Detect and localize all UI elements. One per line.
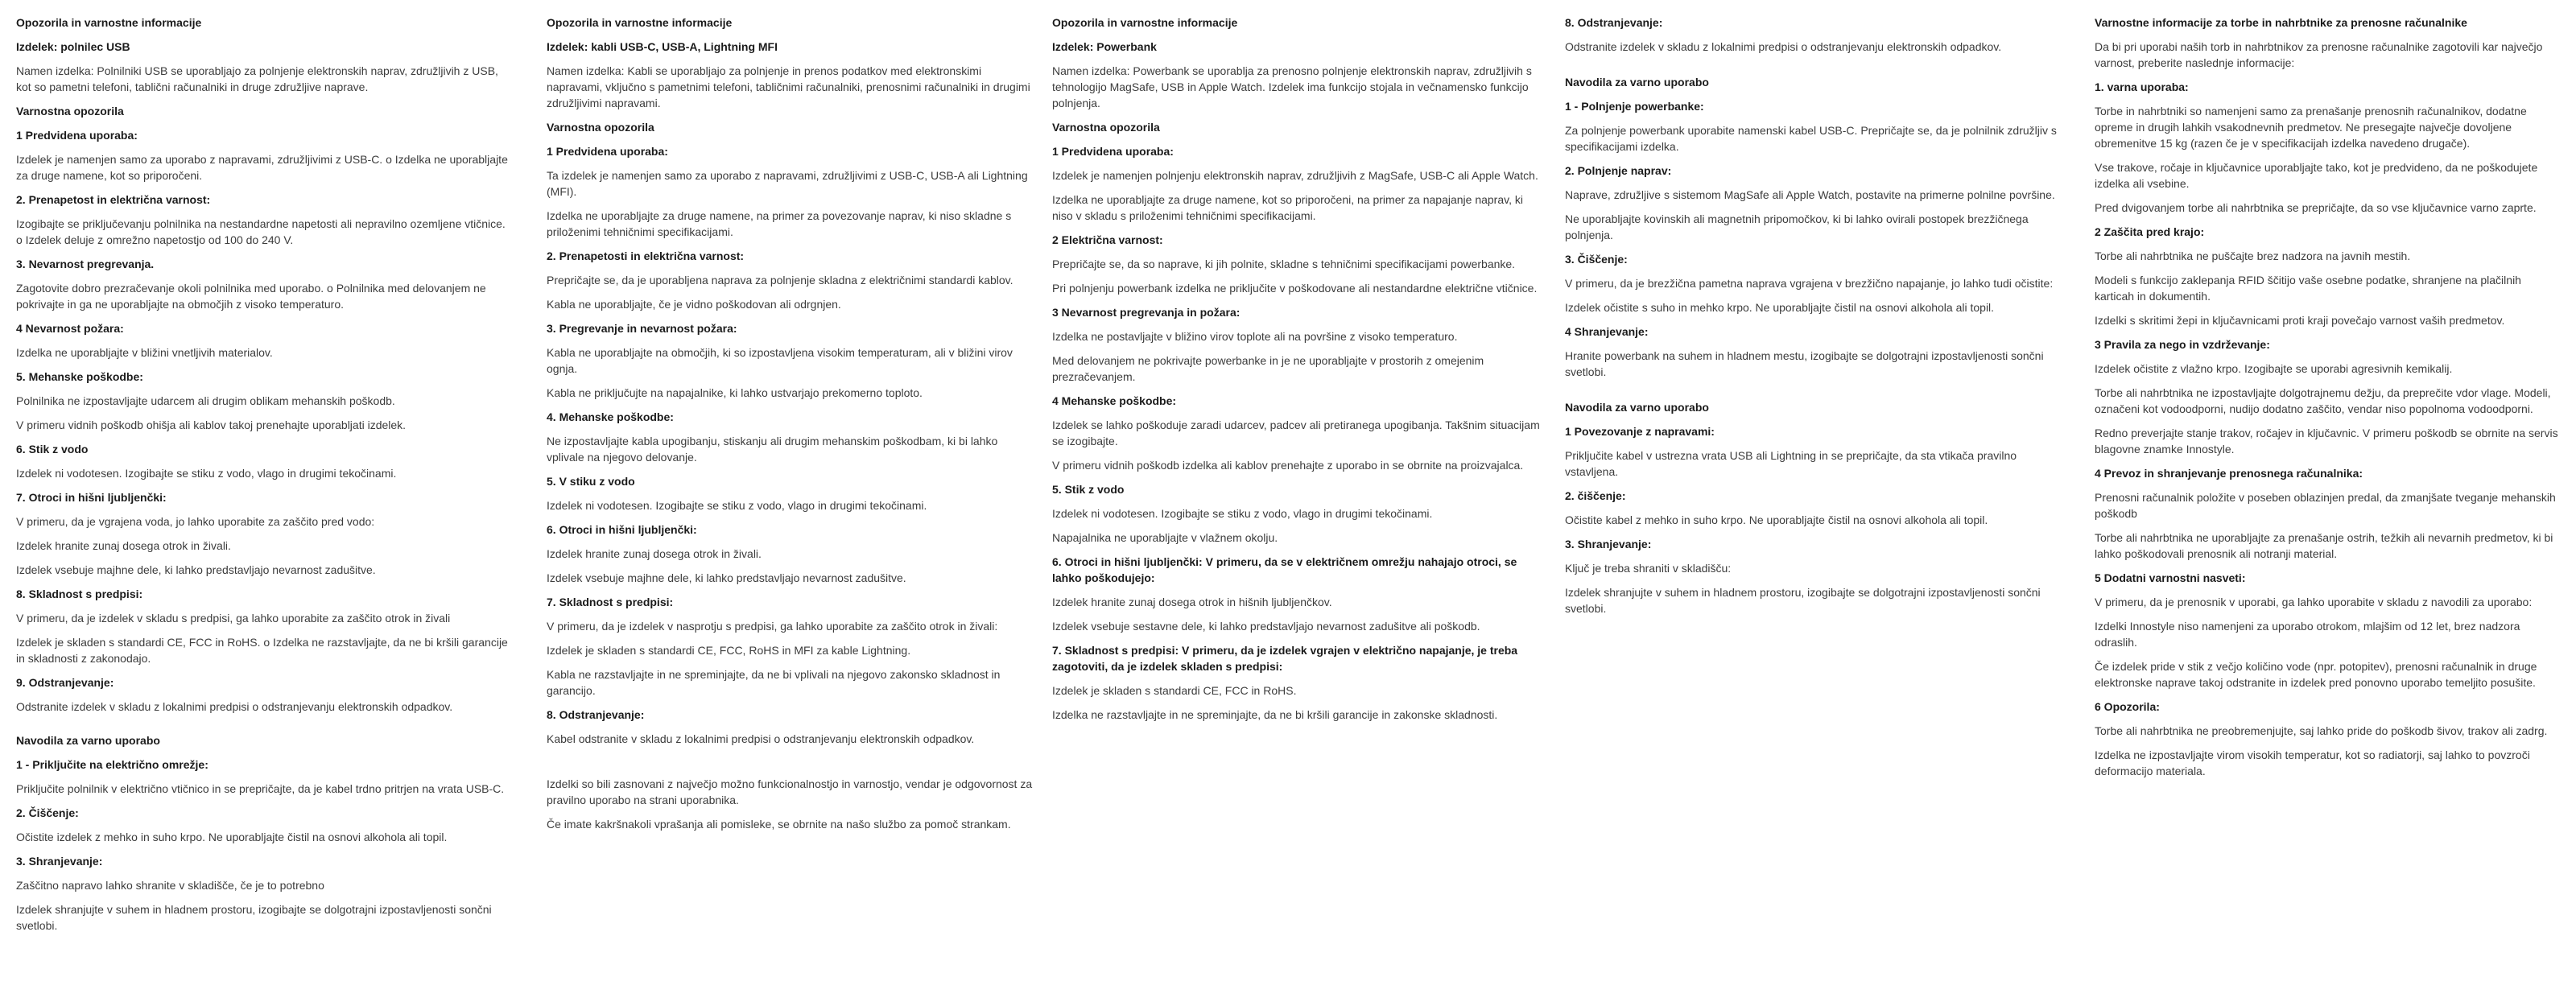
paragraph: Če imate kakršnakoli vprašanja ali pomisleke, se obrnite na našo službo za pomoč strankam. xyxy=(547,818,1011,831)
section-heading: 3 Nevarnost pregrevanja in požara: xyxy=(1052,306,1241,319)
section-heading: Varnostne informacije za torbe in nahrbtnike za prenosne računalnike xyxy=(2095,16,2467,29)
paragraph: Očistite izdelek z mehko in suho krpo. Ne uporabljajte čistil na osnovi alkohola ali topil. xyxy=(16,831,448,843)
section-heading: 1 Povezovanje z napravami: xyxy=(1565,425,1715,438)
section-heading: 2. Polnjenje naprav: xyxy=(1565,164,1672,177)
paragraph: Prepričajte se, da je uporabljena naprava za polnjenje skladna z električnimi standardi kablov. xyxy=(547,274,1013,287)
paragraph: Izdelek vsebuje majhne dele, ki lahko predstavljajo nevarnost zadušitve. xyxy=(16,563,376,576)
section-heading: Izdelek: kabli USB-C, USB-A, Lightning MFI xyxy=(547,40,778,53)
section-heading: Izdelek: Powerbank xyxy=(1052,40,1157,53)
section-heading: 4 Nevarnost požara: xyxy=(16,322,124,335)
section-heading: Navodila za varno uporabo xyxy=(16,734,160,747)
paragraph: Napajalnika ne uporabljajte v vlažnem okolju. xyxy=(1052,531,1278,544)
paragraph: Izdelek hranite zunaj dosega otrok in živali. xyxy=(16,539,231,552)
section-heading: Izdelek: polnilec USB xyxy=(16,40,130,53)
paragraph: Izdelek je namenjen polnjenju elektronskih naprav, združljivih z MagSafe, USB-C ali Apple Watch. xyxy=(1052,169,1538,182)
paragraph: Pred dvigovanjem torbe ali nahrbtnika se prepričajte, da so vse ključavnice varno zaprte. xyxy=(2095,201,2537,214)
section-heading: 2. Prenapetost in električna varnost: xyxy=(16,193,211,206)
paragraph: Kabla ne razstavljajte in ne spreminjajte, da ne bi vplivali na njegovo zakonsko skladnost in garancijo. xyxy=(547,668,1001,697)
section-heading: 3 Pravila za nego in vzdrževanje: xyxy=(2095,338,2270,351)
section-heading: 8. Odstranjevanje: xyxy=(547,708,645,721)
section-heading: Navodila za varno uporabo xyxy=(1565,76,1709,89)
paragraph: V primeru, da je izdelek v nasprotju s predpisi, ga lahko uporabite za zaščito otrok in živali: xyxy=(547,620,998,633)
column-usb-cables-safety xyxy=(547,14,1034,840)
section-heading: 7. Skladnost s predpisi: V primeru, da je izdelek vgrajen v električno napajanje, je treba zagotoviti, da je izdelek skladen s predpisi: xyxy=(1052,644,1518,673)
section-heading: 3. Shranjevanje: xyxy=(16,855,103,868)
paragraph: Kabel odstranite v skladu z lokalnimi predpisi o odstranjevanju elektronskih odpadkov. xyxy=(547,732,975,745)
paragraph: V primeru, da je prenosnik v uporabi, ga lahko uporabite v skladu z navodili za uporabo: xyxy=(2095,596,2533,608)
section-heading: 5. V stiku z vodo xyxy=(547,475,635,488)
column-laptop-bags-safety xyxy=(2095,14,2563,787)
section-gap xyxy=(547,755,1034,776)
paragraph: Izogibajte se priključevanju polnilnika na nestandardne napetosti ali nepravilno ozemljene vtičnice. o Izdelek deluje z omrežno napetostjo od 100 do 240 V. xyxy=(16,217,506,246)
paragraph: Izdelek shranjujte v suhem in hladnem prostoru, izogibajte se dolgotrajni izpostavljenosti sončni svetlobi. xyxy=(16,903,492,932)
paragraph: Med delovanjem ne pokrivajte powerbanke in je ne uporabljajte v prostorih z omejenim prezračevanjem. xyxy=(1052,354,1484,383)
paragraph: Modeli s funkcijo zaklepanja RFID ščitijo vaše osebne podatke, shranjene na plačilnih karticah in dokumentih. xyxy=(2095,274,2521,303)
paragraph: Izdelek ni vodotesen. Izogibajte se stiku z vodo, vlago in drugimi tekočinami. xyxy=(16,467,397,480)
paragraph: Prepričajte se, da so naprave, ki jih polnite, skladne s tehničnimi specifikacijami powerbanke. xyxy=(1052,258,1516,270)
paragraph: Izdelki s skritimi žepi in ključavnicami proti kraji povečajo varnost vaših predmetov. xyxy=(2095,314,2505,327)
paragraph: V primeru, da je vgrajena voda, jo lahko uporabite za zaščito pred vodo: xyxy=(16,515,375,528)
paragraph: Izdelek shranjujte v suhem in hladnem prostoru, izogibajte se dolgotrajni izpostavljenosti sončni svetlobi. xyxy=(1565,586,2041,615)
paragraph: Priključite kabel v ustrezna vrata USB ali Lightning in se prepričajte, da sta vtikača pravilno vstavljena. xyxy=(1565,449,2017,478)
section-heading: 3. Pregrevanje in nevarnost požara: xyxy=(547,322,737,335)
section-heading: 1 - Polnjenje powerbanke: xyxy=(1565,100,1704,113)
paragraph: Odstranite izdelek v skladu z lokalnimi predpisi o odstranjevanju elektronskih odpadkov. xyxy=(16,700,453,713)
paragraph: Ne uporabljajte kovinskih ali magnetnih pripomočkov, ki bi lahko ovirali postopek brezžičnega polnjenja. xyxy=(1565,212,2029,241)
paragraph: Torbe ali nahrbtnika ne puščajte brez nadzora na javnih mestih. xyxy=(2095,249,2411,262)
section-heading: Varnostna opozorila xyxy=(1052,121,1160,134)
section-heading: Navodila za varno uporabo xyxy=(1565,401,1709,414)
paragraph: Naprave, združljive s sistemom MagSafe ali Apple Watch, postavite na primerne polnilne površine. xyxy=(1565,188,2055,201)
section-heading: 5 Dodatni varnostni nasveti: xyxy=(2095,571,2246,584)
paragraph: Kabla ne uporabljajte, če je vidno poškodovan ali odrgnjen. xyxy=(547,298,841,311)
section-heading: 6 Opozorila: xyxy=(2095,700,2160,713)
section-heading: Varnostna opozorila xyxy=(547,121,654,134)
section-gap xyxy=(16,723,513,732)
paragraph: Izdelek vsebuje majhne dele, ki lahko predstavljajo nevarnost zadušitve. xyxy=(547,571,906,584)
section-heading: 3. Čiščenje: xyxy=(1565,253,1628,266)
paragraph: Hranite powerbank na suhem in hladnem mestu, izogibajte se dolgotrajni izpostavljenosti sončni svetlobi. xyxy=(1565,349,2044,378)
section-heading: 4 Mehanske poškodbe: xyxy=(1052,394,1177,407)
section-heading: 5. Mehanske poškodbe: xyxy=(16,370,143,383)
section-heading: 1 Predvidena uporaba: xyxy=(16,129,138,142)
paragraph: Izdelki Innostyle niso namenjeni za uporabo otrokom, mlajšim od 12 let, brez nadzora odraslih. xyxy=(2095,620,2520,649)
section-heading: 6. Otroci in hišni ljubljenčki: V primeru, da se v električnem omrežju nahajajo otroci, se lahko poškodujejo: xyxy=(1052,555,1517,584)
paragraph: Izdelek je skladen s standardi CE, FCC, RoHS in MFI za kable Lightning. xyxy=(547,644,911,657)
paragraph: Očistite kabel z mehko in suho krpo. Ne uporabljajte čistil na osnovi alkohola ali topil. xyxy=(1565,513,1988,526)
paragraph: Izdelek je namenjen samo za uporabo z napravami, združljivimi z USB-C. o Izdelka ne uporabljajte za druge namene, kot so priporočeni. xyxy=(16,153,508,182)
paragraph: Priključite polnilnik v električno vtičnico in se prepričajte, da je kabel trdno pritrjen na vrata USB-C. xyxy=(16,782,505,795)
paragraph: Redno preverjajte stanje trakov, ročajev in ključavnic. V primeru poškodb se obrnite na servis blagovne znamke Innostyle. xyxy=(2095,427,2558,456)
section-heading: Opozorila in varnostne informacije xyxy=(1052,16,1238,29)
paragraph: Izdelek hranite zunaj dosega otrok in hišnih ljubljenčkov. xyxy=(1052,596,1332,608)
section-heading: 1 - Priključite na električno omrežje: xyxy=(16,758,208,771)
paragraph: Izdelek se lahko poškoduje zaradi udarcev, padcev ali pretiranega upogibanja. Takšnim situacijam se izogibajte. xyxy=(1052,418,1540,447)
paragraph: Namen izdelka: Kabli se uporabljajo za polnjenje in prenos podatkov med elektronskimi napravami, vključno s pametnimi telefoni, tabličnimi računalniki, prenosnimi računalniki in drugimi združljivimi napravami. xyxy=(547,64,1030,109)
paragraph: Izdelek očistite s suho in mehko krpo. Ne uporabljajte čistil na osnovi alkohola ali topil. xyxy=(1565,301,1995,314)
paragraph: V primeru, da je izdelek v skladu s predpisi, ga lahko uporabite za zaščito otrok in živali xyxy=(16,612,451,625)
section-heading: 2. čiščenje: xyxy=(1565,489,1626,502)
paragraph: V primeru vidnih poškodb izdelka ali kablov prenehajte z uporabo in se obrnite na proizvajalca. xyxy=(1052,459,1524,472)
paragraph: Izdelka ne uporabljajte v bližini vnetljivih materialov. xyxy=(16,346,273,359)
paragraph: Torbe ali nahrbtnika ne izpostavljajte dolgotrajnemu dežju, da preprečite vdor vlage. Modeli, označeni kot vodoodporni, nudijo dodatno zaščito, vendar niso popolnoma vodoodporni. xyxy=(2095,386,2551,415)
section-heading: 8. Skladnost s predpisi: xyxy=(16,588,143,600)
paragraph: Odstranite izdelek v skladu z lokalnimi predpisi o odstranjevanju elektronskih odpadkov. xyxy=(1565,40,2002,53)
paragraph: Če izdelek pride v stik z večjo količino vode (npr. potopitev), prenosni računalnik in druge elektronske naprave takoj odstranite in izdelek pred ponovno uporabo temeljito posušite. xyxy=(2095,660,2537,689)
section-heading: 1 Predvidena uporaba: xyxy=(547,145,668,158)
paragraph: V primeru vidnih poškodb ohišja ali kablov takoj prenehajte uporabljati izdelek. xyxy=(16,418,407,431)
paragraph: Za polnjenje powerbank uporabite namenski kabel USB-C. Prepričajte se, da je polnilnik združljiv s specifikacijami izdelka. xyxy=(1565,124,2057,153)
section-heading: 4. Mehanske poškodbe: xyxy=(547,410,674,423)
section-gap xyxy=(1565,63,2067,74)
paragraph: Izdelek ni vodotesen. Izogibajte se stiku z vodo, vlago in drugimi tekočinami. xyxy=(1052,507,1433,520)
paragraph: Da bi pri uporabi naših torb in nahrbtnikov za prenosne računalnike zagotovili kar največjo varnost, preberite naslednje informacije: xyxy=(2095,40,2543,69)
paragraph: V primeru, da je brezžična pametna naprava vgrajena v brezžično napajanje, jo lahko tudi očistite: xyxy=(1565,277,2054,290)
paragraph: Ključ je treba shraniti v skladišču: xyxy=(1565,562,1732,575)
section-heading: 3. Nevarnost pregrevanja. xyxy=(16,258,155,270)
paragraph: Izdelek je skladen s standardi CE, FCC in RoHS. xyxy=(1052,684,1297,697)
section-heading: Varnostna opozorila xyxy=(16,105,124,118)
section-heading: 6. Otroci in hišni ljubljenčki: xyxy=(547,523,697,536)
paragraph: Vse trakove, ročaje in ključavnice uporabljajte tako, kot je predvideno, da ne poškodujete izdelka ali vsebine. xyxy=(2095,161,2538,190)
paragraph: Izdelki so bili zasnovani z največjo možno funkcionalnostjo in varnostjo, vendar je odgovornost za pravilno uporabo na strani uporabnika. xyxy=(547,777,1033,806)
paragraph: Kabla ne priključujte na napajalnike, ki lahko ustvarjajo prekomerno toploto. xyxy=(547,386,923,399)
section-heading: 9. Odstranjevanje: xyxy=(16,676,114,689)
paragraph: Ta izdelek je namenjen samo za uporabo z napravami, združljivimi z USB-C, USB-A ali Lightning (MFI). xyxy=(547,169,1028,198)
section-heading: 6. Stik z vodo xyxy=(16,443,89,456)
section-heading: 1 Predvidena uporaba: xyxy=(1052,145,1174,158)
paragraph: Polnilnika ne izpostavljajte udarcem ali drugim oblikam mehanskih poškodb. xyxy=(16,394,395,407)
paragraph: Izdelek vsebuje sestavne dele, ki lahko predstavljajo nevarnost zadušitve ali poškodb. xyxy=(1052,620,1480,633)
paragraph: Ne izpostavljajte kabla upogibanju, stiskanju ali drugim mehanskim poškodbam, ki bi lahko vplivale na njegovo delovanje. xyxy=(547,435,998,464)
section-heading: Opozorila in varnostne informacije xyxy=(16,16,202,29)
section-heading: 4 Shranjevanje: xyxy=(1565,325,1649,338)
paragraph: Pri polnjenju powerbank izdelka ne priključite v poškodovane ali nestandardne električne vtičnice. xyxy=(1052,282,1538,295)
paragraph: Izdelek ni vodotesen. Izogibajte se stiku z vodo, vlago in drugimi tekočinami. xyxy=(547,499,927,512)
paragraph: Izdelka ne uporabljajte za druge namene, na primer za povezovanje naprav, ki niso skladne s priloženimi tehničnimi specifikacijami. xyxy=(547,209,1012,238)
paragraph: Izdelek hranite zunaj dosega otrok in živali. xyxy=(547,547,762,560)
paragraph: Torbe ali nahrbtnika ne uporabljajte za prenašanje ostrih, težkih ali nevarnih predmetov, ki bi lahko poškodovali prenosnik ali notranji material. xyxy=(2095,531,2553,560)
paragraph: Izdelka ne razstavljajte in ne spreminjajte, da ne bi kršili garancije in zakonske skladnosti. xyxy=(1052,708,1498,721)
section-heading: 3. Shranjevanje: xyxy=(1565,538,1652,550)
section-heading: 7. Skladnost s predpisi: xyxy=(547,596,674,608)
paragraph: Prenosni računalnik položite v poseben oblazinjen predal, da zmanjšate tveganje mehanskih poškodb xyxy=(2095,491,2556,520)
section-heading: 1. varna uporaba: xyxy=(2095,80,2189,93)
column-usb-charger-safety xyxy=(16,14,513,942)
paragraph: Kabla ne uporabljajte na območjih, ki so izpostavljena visokim temperaturam, ali v bližini virov ognja. xyxy=(547,346,1013,375)
paragraph: Izdelka ne uporabljajte za druge namene, kot so priporočeni, na primer za napajanje naprav, ki niso v skladu s priloženimi tehničnimi specifikacijami. xyxy=(1052,193,1523,222)
section-heading: 4 Prevoz in shranjevanje prenosnega računalnika: xyxy=(2095,467,2363,480)
paragraph: Namen izdelka: Powerbank se uporablja za prenosno polnjenje elektronskih naprav, združljivih s tehnologijo MagSafe, USB in Apple Watch. Izdelek ima funkcijo stojala in večnamensko funkcijo polnjenja. xyxy=(1052,64,1532,109)
column-powerbank-safety xyxy=(1052,14,1545,731)
section-heading: Opozorila in varnostne informacije xyxy=(547,16,733,29)
section-heading: 8. Odstranjevanje: xyxy=(1565,16,1663,29)
section-heading: 5. Stik z vodo xyxy=(1052,483,1125,496)
paragraph: Izdelek je skladen s standardi CE, FCC in RoHS. o Izdelka ne razstavljajte, da ne bi kršili garancije in skladnosti z zakonodajo. xyxy=(16,636,508,665)
section-heading: 2. Prenapetosti in električna varnost: xyxy=(547,249,745,262)
section-heading: 7. Otroci in hišni ljubljenčki: xyxy=(16,491,167,504)
section-heading: 2. Čiščenje: xyxy=(16,806,79,819)
paragraph: Izdelek očistite z vlažno krpo. Izogibajte se uporabi agresivnih kemikalij. xyxy=(2095,362,2453,375)
paragraph: Zaščitno napravo lahko shranite v skladišče, če je to potrebno xyxy=(16,879,324,892)
paragraph: Izdelka ne izpostavljajte virom visokih temperatur, kot so radiatorji, saj lahko to povzroči deformacijo materiala. xyxy=(2095,748,2530,777)
paragraph: Torbe ali nahrbtnika ne preobremenjujte, saj lahko pride do poškodb šivov, trakov ali zadrg. xyxy=(2095,724,2548,737)
section-gap xyxy=(1565,388,2067,399)
column-powerbank-and-cable-usage xyxy=(1565,14,2067,625)
paragraph: Namen izdelka: Polnilniki USB se uporabljajo za polnjenje elektronskih naprav, združljivih z USB, kot so pametni telefoni, tablični računalniki in druge združljive naprave. xyxy=(16,64,498,93)
paragraph: Torbe in nahrbtniki so namenjeni samo za prenašanje prenosnih računalnikov, dodatne opreme in drugih lahkih vsakodnevnih predmetov. Ne presegajte največje dovoljene obremenitve 15 kg (razen če je v specifikacijah izdelka navedeno drugače). xyxy=(2095,105,2527,150)
section-heading: 2 Električna varnost: xyxy=(1052,233,1163,246)
paragraph: Zagotovite dobro prezračevanje okoli polnilnika med uporabo. o Polnilnika med delovanjem ne pokrivajte in ga ne uporabljajte na območjih z visoko temperaturo. xyxy=(16,282,486,311)
paragraph: Izdelka ne postavljajte v bližino virov toplote ali na površine z visoko temperaturo. xyxy=(1052,330,1458,343)
section-heading: 2 Zaščita pred krajo: xyxy=(2095,225,2205,238)
